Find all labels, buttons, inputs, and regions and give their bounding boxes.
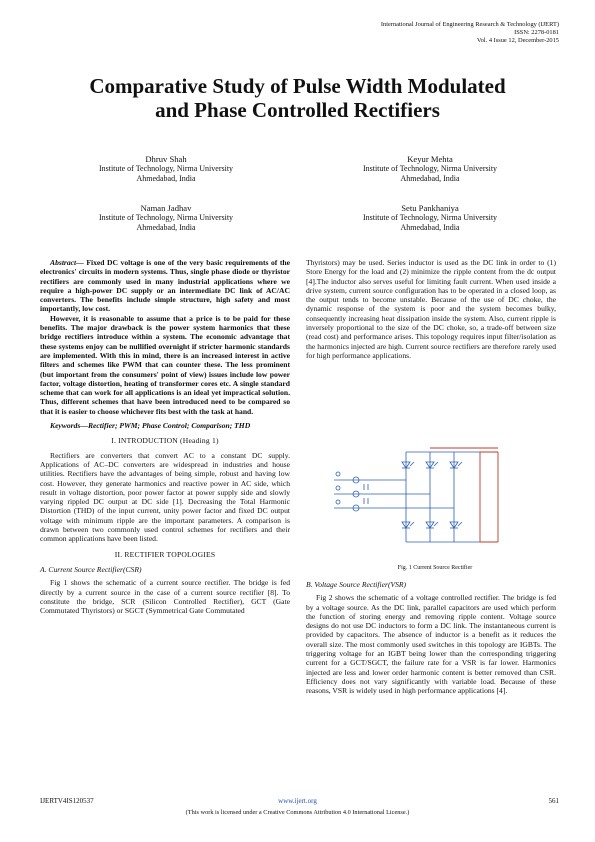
subsection-heading-vsr: B. Voltage Source Rectifier(VSR)	[306, 580, 407, 589]
author-affiliation: Institute of Technology, Nirma University	[98, 164, 234, 174]
page-number: 561	[548, 797, 559, 805]
paper-id: IJERTV4IS120537	[40, 797, 94, 805]
abstract-label: Abstract—	[50, 258, 84, 267]
left-column	[40, 258, 290, 615]
author-affiliation: Institute of Technology, Nirma University	[98, 213, 234, 223]
current-source-rectifier-schematic	[330, 438, 540, 560]
author-name: Dhruv Shah	[145, 154, 187, 164]
figure-1-caption: Fig. 1 Current Source Rectifier	[397, 565, 473, 571]
author-block-1	[56, 154, 276, 185]
introduction-paragraph: Rectifiers are converters that convert AC to a constant DC supply. Applications of AC–DC converters are widespread in industries and house utilities. Rectifiers have the advantages of being simple, robust and having low cost. However, they generate harmonics and reactive power in AC side, which result in voltage distortion, poor power factor at power supply side and slowly varying rippled DC output at DC side [1]. Decreasing the Total Harmonic Distortion (THD) of the input current, unity power factor and fixed DC output voltage with minimum ripple are the important parameters. A comparison is drawn between two commonly used control schemes for rectifiers and their common applications have been listed.	[40, 450, 290, 544]
csr-continued-paragraph: Thyristors) may be used. Series inductor is used as the DC link in order to (1) Store Energy for the load and (2) minimize the ripple content from the dc output [4].The inductor also serves useful for limiting fault current. When used inside a drive system, current source configuration has to be operated in a closed loop, as the output tends to become unstable. Because of the use of DC choke, the dynamic response of the system is poor and the system becomes bulky, consequently increasing heat dissipation inside the system. Also, current ripple is inversely proportional to the size of the DC choke, so, a trade-off between size (read cost) and performance arises. This topology requires input filter/isolation as the harmonics injected are high. Current source rectifiers are therefore rarely used for high performance applications.	[306, 258, 556, 360]
author-city: Ahmedabad, India	[400, 223, 460, 233]
author-block-3	[56, 203, 276, 234]
author-city: Ahmedabad, India	[400, 174, 460, 184]
keywords	[40, 421, 290, 430]
abstract-text-1: Fixed DC voltage is one of the very basic requirements of the electronics' circuits in modern systems. Thus, single phase diode or thyristor rectifiers are commonly used in many industrial applications where we require a high-power DC supply or an intermediate DC link of AC/AC converters. The benefits include simple structure, high safety and most importantly, low cost.	[40, 258, 290, 314]
subsection-heading-csr: A. Current Source Rectifier(CSR)	[40, 564, 142, 574]
author-city: Ahmedabad, India	[136, 174, 196, 184]
author-name: Naman Jadhav	[140, 203, 192, 213]
abstract-paragraph-2: However, it is reasonable to assume that a price is to be paid for these benefits. The major drawback is the power system harmonics that these bridge rectifiers introduce within a system. The economic advantage that these systems enjoy can be nullified overnight if stricter harmonic standards are implemented. With this in mind, there is an increased interest in active filters and schemes like PWM that can counter these. The less prominent (but important from the consumers' point of view) issues include low power factor, voltage distortion, heating of transformer cores etc. A single standard scheme that can work for all applications is an ideal yet impractical solution. Thus, different schemes that have been introduced need to be compared so that it is easier to choose whichever fits best with the task at hand.	[40, 313, 290, 416]
keywords-text: Rectifier; PWM; Phase Control; Comparison; THD	[87, 421, 251, 431]
author-block-2	[320, 154, 540, 185]
volume-issue: Vol. 4 Issue 12, December-2015	[476, 37, 559, 45]
author-block-4	[320, 203, 540, 234]
section-heading-rectifier-topologies: II. RECTIFIER TOPOLOGIES	[114, 549, 216, 559]
journal-name: International Journal of Engineering Research & Technology (IJERT)	[380, 21, 559, 28]
author-affiliation: Institute of Technology, Nirma University	[362, 164, 498, 174]
right-column-lower	[306, 580, 556, 696]
author-affiliation: Institute of Technology, Nirma University	[362, 213, 498, 223]
csr-paragraph: Fig 1 shows the schematic of a current source rectifier. The bridge is fed directly by a current source in the case of a current source rectifier [8]. To constitute the bridge, SCR (Silicon Controlled Rectifier), GCT (Gate Commutated Thyristors) or SGCT (Symmetrical Gate Commutated	[40, 578, 290, 616]
keywords-label: Keywords—	[50, 421, 88, 431]
vsr-paragraph: Fig 2 shows the schematic of a voltage controlled rectifier. The bridge is fed by a voltage source. As the DC link, parallel capacitors are used which perform the function of storing energy and removing ripple content. Voltage source designs do not use DC inductors to form a DC link. The instantaneous current is provided by capacitors. The absence of inductor is a benefit as it reduces the overall size. The most commonly used switches in this topology are IGBTs. The triggering voltage for an IGBT being lower than the corresponding triggering current for a GCT/SGCT, the failure rate for a VSR is far lower. Harmonics injected are less and lower order harmonic content is better removed than CSR. Efficiency does not vary significantly with variable load. Because of these reasons, VSR is widely used in high performance applications [4].	[306, 593, 556, 696]
abstract-paragraph-1	[40, 258, 290, 314]
title-line-2: and Phase Controlled Rectifiers	[155, 98, 440, 122]
journal-header	[381, 21, 559, 46]
license-note: (This work is licensed under a Creative Commons Attribution 4.0 International License.)	[185, 809, 410, 816]
author-city: Ahmedabad, India	[136, 223, 196, 233]
title-line-1: Comparative Study of Pulse Width Modulated	[89, 74, 506, 98]
journal-website-link[interactable]: www.ijert.org	[278, 797, 317, 805]
section-heading-introduction: I. INTRODUCTION (Heading 1)	[111, 436, 219, 446]
author-name: Setu Pankhaniya	[401, 203, 459, 213]
right-column	[306, 258, 556, 360]
author-name: Keyur Mehta	[407, 154, 453, 164]
paper-title	[40, 74, 555, 122]
issn: ISSN: 2278-0181	[514, 29, 559, 37]
figure-1	[330, 438, 540, 571]
